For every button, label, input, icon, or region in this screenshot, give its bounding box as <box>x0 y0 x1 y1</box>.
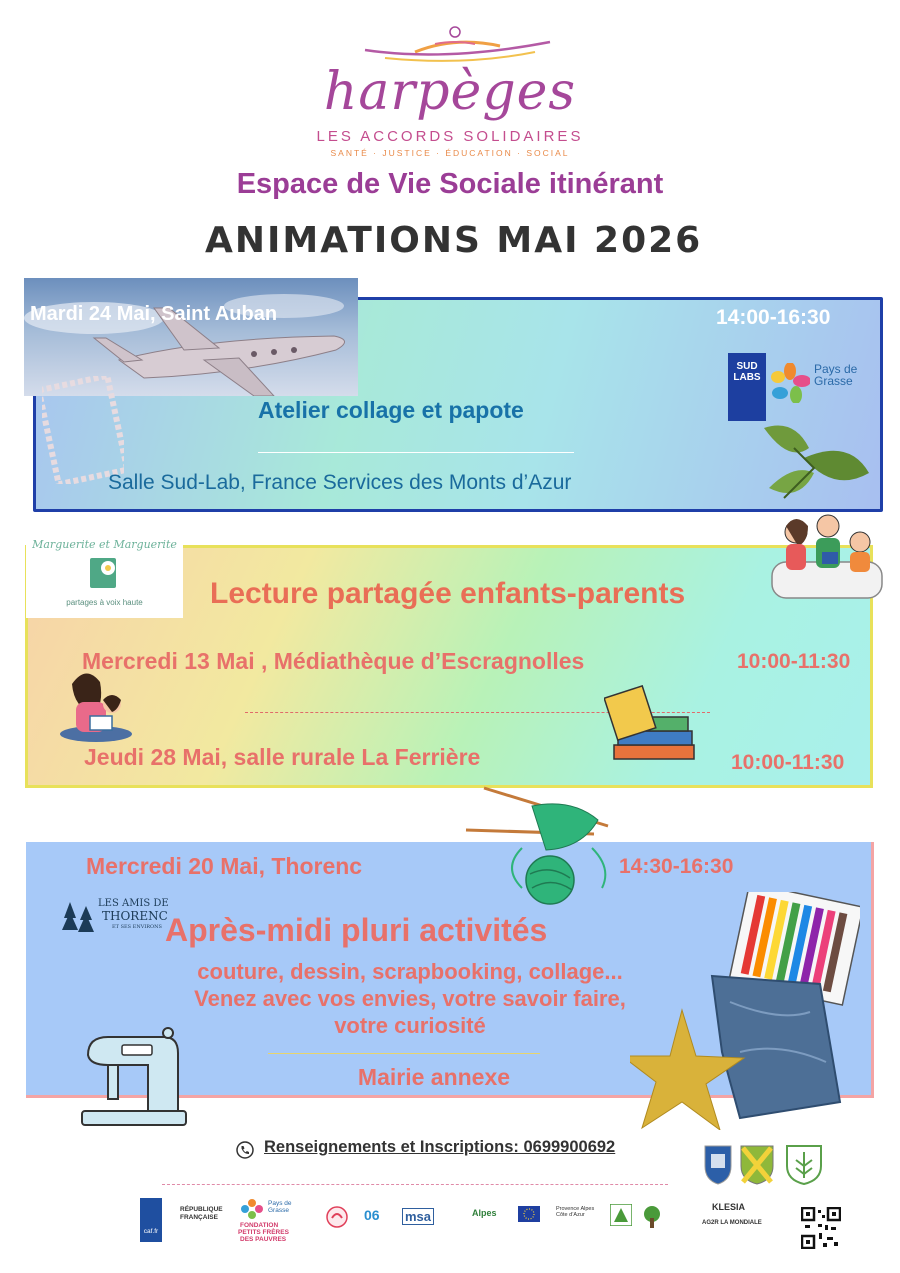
event3-desc-line1: couture, dessin, scrapbooking, collage... <box>197 959 623 984</box>
event3-title: Après-midi pluri activités <box>165 912 548 948</box>
republique-francaise-line2: FRANÇAISE <box>180 1214 218 1221</box>
msa-logo: msa <box>402 1208 434 1225</box>
event2-session2-time: 10:00-11:30 <box>731 751 845 774</box>
event2-title: Lecture partagée enfants-parents <box>210 577 686 610</box>
event1-partner-logos <box>728 353 870 421</box>
region-logo: Provence Alpes Côte d’Azur <box>556 1206 595 1218</box>
pays-de-grasse-flower-icon <box>770 363 810 403</box>
org-line3: ET SES ENVIRONS <box>112 924 162 930</box>
leader-logo-icon <box>610 1204 632 1226</box>
sewing-machine-icon <box>78 1025 188 1129</box>
parc-naturel-icon <box>642 1204 662 1228</box>
amis-de-thorenc-logo <box>62 892 182 938</box>
caf-logo: caf.fr <box>140 1198 162 1242</box>
brand-tagline: LES ACCORDS SOLIDAIRES <box>316 128 584 145</box>
fondation-line1: FONDATION <box>240 1222 279 1229</box>
reading-mother-child-icon <box>56 664 136 744</box>
klesia-logo: KLESIA <box>712 1202 746 1212</box>
page-subtitle: Espace de Vie Sociale itinérant <box>236 168 664 200</box>
event2-session1-time: 10:00-11:30 <box>737 650 851 673</box>
marguerite-logo <box>26 532 183 618</box>
ag2r-logo: AG2R LA MONDIALE <box>702 1220 762 1226</box>
event2-session1-date: Mercredi 13 Mai , Médiathèque d’Escragnolles <box>82 648 585 674</box>
books-stack-icon <box>604 685 700 771</box>
family-sofa-icon <box>768 512 886 604</box>
event1-place: Salle Sud-Lab, France Services des Monts d’Azur <box>108 471 572 494</box>
departement-06-logo: 06 <box>364 1207 380 1223</box>
page-title: ANIMATIONS MAI 2026 <box>205 220 703 261</box>
org-line1: LES AMIS DE <box>98 898 169 909</box>
event3-date: Mercredi 20 Mai, Thorenc <box>86 853 363 879</box>
partner-logos <box>132 1196 772 1246</box>
event1-date: Mardi 24 Mai, Saint Auban <box>30 303 278 325</box>
marguerite-logo-caption: partages à voix haute <box>66 598 143 607</box>
brand-sectors: SANTÉ · JUSTICE · ÉDUCATION · SOCIAL <box>330 148 570 158</box>
event1-time: 14:00-16:30 <box>716 306 831 329</box>
event1-divider <box>258 452 574 453</box>
pine-trees-icon <box>62 898 96 934</box>
qr-code-icon <box>801 1207 841 1249</box>
knitting-yarn-icon <box>462 778 622 910</box>
footer-divider <box>162 1184 668 1185</box>
republique-francaise-line1: RÉPUBLIQUE <box>180 1206 223 1213</box>
event3-desc-line3: votre curiosité <box>334 1013 486 1038</box>
sudlabs-logo: SUD LABS <box>728 353 766 421</box>
leaves-icon <box>754 418 874 506</box>
eu-flag-icon <box>518 1206 540 1222</box>
org-line2: THORENC <box>102 909 168 923</box>
pays-de-grasse-small-logo: Pays de Grasse <box>268 1200 292 1214</box>
event3-desc-line2: Venez avec vos envies, votre savoir faire, <box>194 986 626 1011</box>
event2-session2-date: Jeudi 28 Mai, salle rurale La Ferrière <box>84 744 481 770</box>
event3-place: Mairie annexe <box>357 1064 511 1090</box>
fondation-ensemble-icon <box>326 1206 348 1228</box>
alpes-logo: Alpes <box>472 1208 497 1218</box>
fondation-line2: PETITS FRÈRES <box>238 1229 289 1236</box>
phone-icon <box>236 1141 254 1159</box>
event3-description <box>110 958 710 1039</box>
brand-name: harpèges <box>323 62 577 122</box>
contact-info: Renseignements et Inscriptions: 0699900692 <box>264 1138 616 1156</box>
marguerite-logo-name: Marguerite et Marguerite <box>32 538 177 551</box>
pays-de-grasse-small-flower-icon <box>240 1198 264 1220</box>
coats-of-arms-icon <box>703 1144 825 1186</box>
book-flower-icon <box>84 552 124 592</box>
event3-time: 14:30-16:30 <box>619 855 734 878</box>
event1-title: Atelier collage et papote <box>258 397 524 423</box>
postage-stamp-icon <box>42 376 124 484</box>
fondation-line3: DES PAUVRES <box>240 1236 287 1243</box>
pays-de-grasse-logo: Pays de Grasse <box>814 362 858 388</box>
event3-divider <box>268 1053 540 1054</box>
craft-supplies-icon <box>630 892 860 1130</box>
